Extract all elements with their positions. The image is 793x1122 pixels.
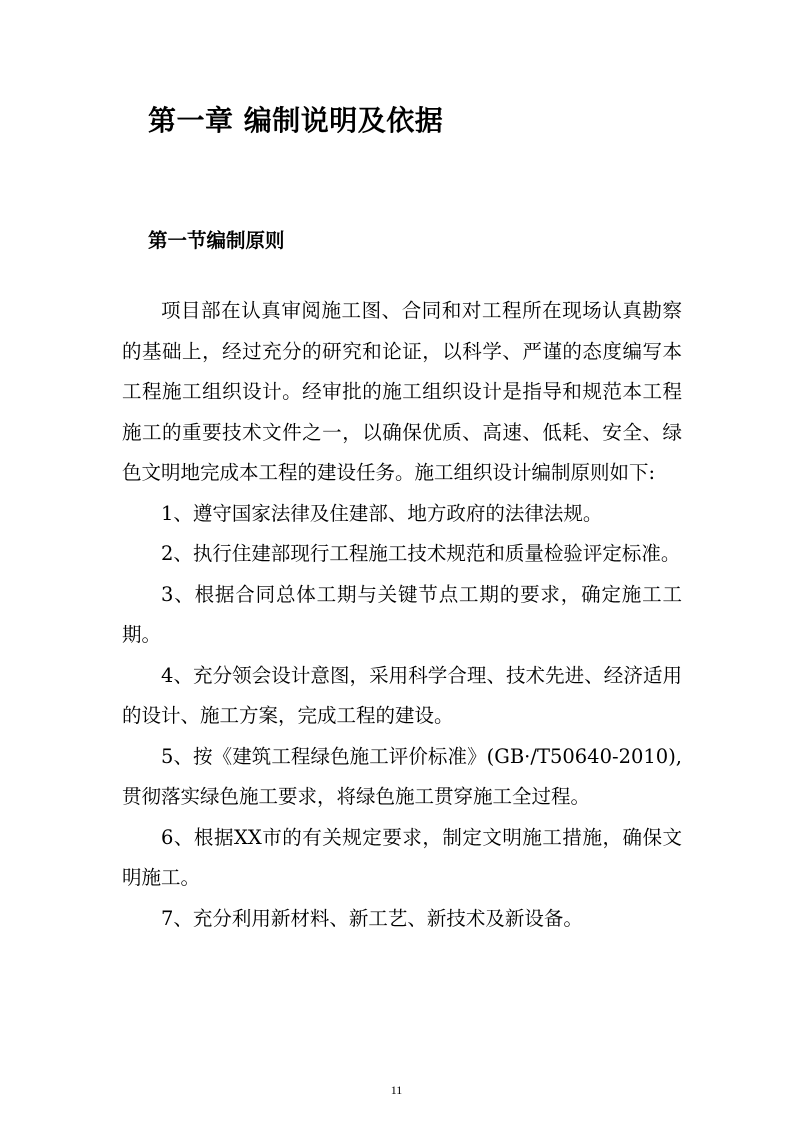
page-number: 11 xyxy=(390,1083,403,1097)
body-text xyxy=(122,291,682,939)
intro-paragraph: 项目部在认真审阅施工图、合同和对工程所在现场认真勘察的基础上，经过充分的研究和论证，以科学、严谨的态度编写本工程施工组织设计。经审批的施工组织设计是指导和规范本工程施工的重要技术文件之一，以确保优质、高速、低耗、安全、绿色文明地完成本工程的建设任务。施工组织设计编制原则如下: xyxy=(122,299,682,484)
list-item: 3、根据合同总体工期与关键节点工期的要求，确定施工工期。 xyxy=(122,582,682,646)
list-item: 4、充分领会设计意图，采用科学合理、技术先进、经济适用的设计、施工方案，完成工程的建设。 xyxy=(122,663,682,727)
list-item: 1、遵守国家法律及住建部、地方政府的法律法规。 xyxy=(161,501,603,525)
list-item: 2、执行住建部现行工程施工技术规范和质量检验评定标准。 xyxy=(161,542,681,565)
chapter-title: 第一章 编制说明及依据 xyxy=(148,104,444,137)
list-item: 5、按《建筑工程绿色施工评价标准》(GB·/T50640-2010),贯彻落实绿色施工要求，将绿色施工贯穿施工全过程。 xyxy=(122,744,682,808)
list-item: 7、充分利用新材料、新工艺、新技术及新设备。 xyxy=(161,906,583,930)
section-title: 第一节编制原则 xyxy=(148,229,285,252)
list-item: 6、根据XX市的有关规定要求，制定文明施工措施，确保文明施工。 xyxy=(122,825,682,889)
